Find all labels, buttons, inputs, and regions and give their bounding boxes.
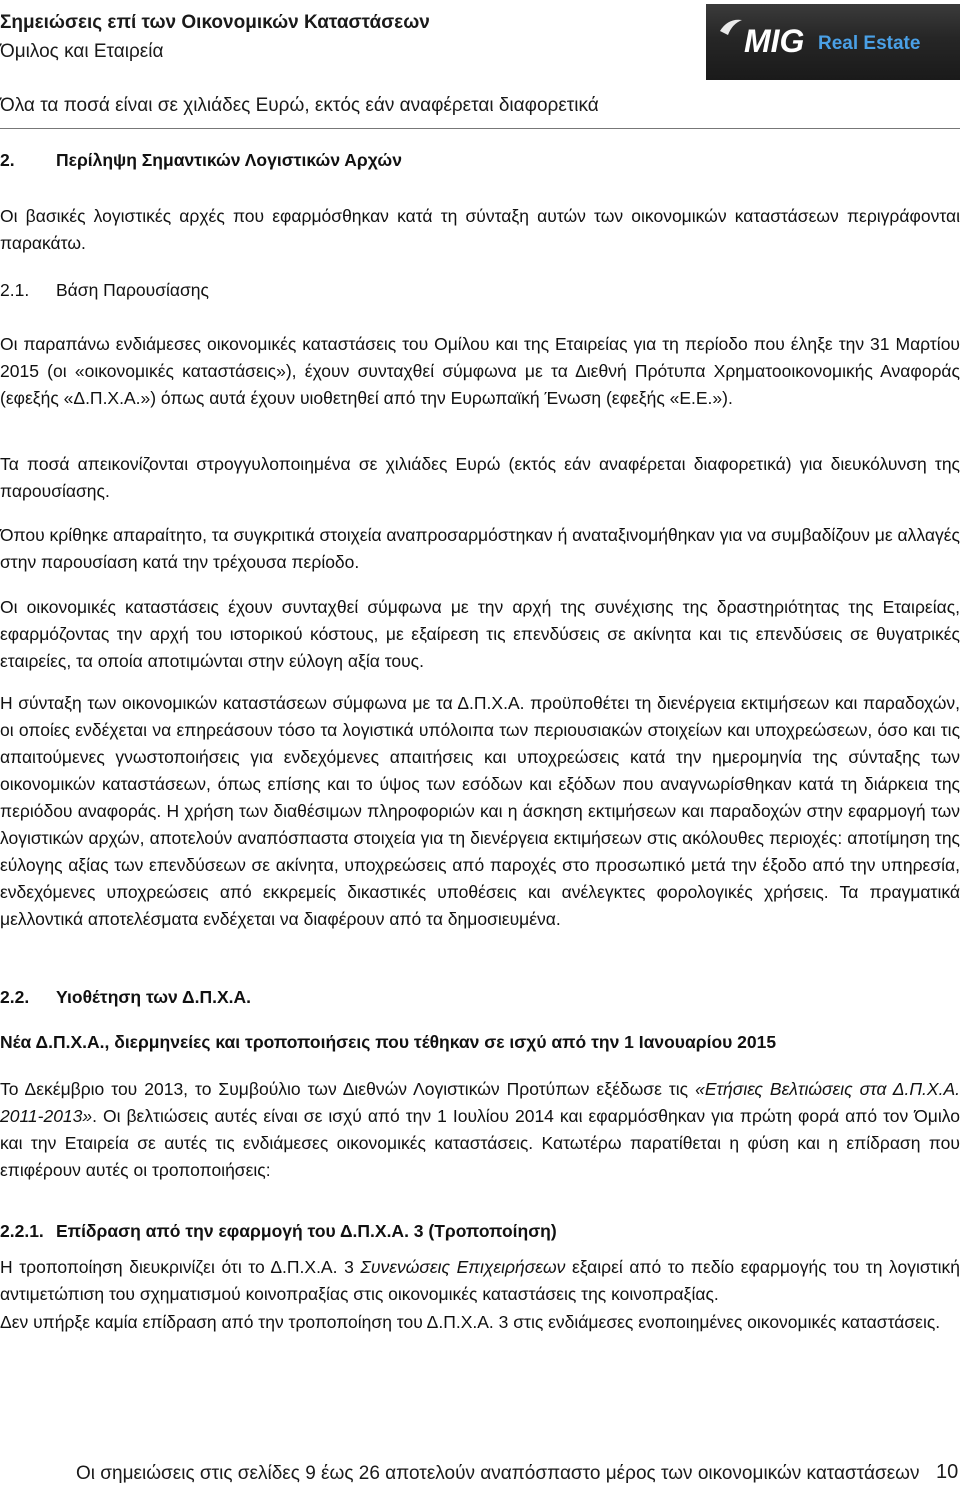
- new-ifrs-heading: Νέα Δ.Π.Χ.Α., διερμηνείες και τροποποιήσεις που τέθηκαν σε ισχύ από την 1 Ιανουαρίου 2015: [0, 1032, 777, 1052]
- currency-note: Όλα τα ποσά είναι σε χιλιάδες Ευρώ, εκτός εάν αναφέρεται διαφορετικά: [0, 95, 599, 116]
- section-number: 2.1.: [0, 280, 30, 300]
- improvements-paragraph: Το Δεκέμβριο του 2013, το Συμβούλιο των Διεθνών Λογιστικών Προτύπων εξέδωσε τις «Ετήσιες Βελτιώσεις στα Δ.Π.Χ.Α. 2011-2013». Οι βελτιώσεις αυτές είναι σε ισχύ από την 1 Ιουλίου 2014 και εφαρμόσθηκαν για πρώτη φορά από τον Όμιλο και την Εταιρεία σε αυτές τις ενδιάμεσες οικονομικές καταστάσεις. Κατωτέρω παρατίθεται η φύση και η επίδραση που επιφέρουν αυτές οι τροποποιήσεις:: [0, 1079, 960, 1180]
- basis-paragraph-1: Οι παραπάνω ενδιάμεσες οικονομικές καταστάσεις του Ομίλου και της Εταιρείας για τη περίοδο που έληξε την 31 Μαρτίου 2015 (οι «οικονομικές καταστάσεις»), έχουν συνταχθεί σύμφωνα με τα Διεθνή Πρότυπα Χρηματοοικονομικής Αναφοράς (εφεξής «Δ.Π.Χ.Α.») όπως αυτά έχουν υιοθετηθεί από την Ευρωπαϊκή Ένωση (εφεξής «Ε.Ε.»).: [0, 334, 960, 408]
- section-title: Υιοθέτηση των Δ.Π.Χ.Α.: [56, 987, 251, 1007]
- document-title: Σημειώσεις επί των Οικονομικών Καταστάσεων: [0, 12, 430, 33]
- section-2-1-heading: [0, 277, 960, 304]
- page-number: 10: [936, 1461, 959, 1483]
- logo-text-main: MIG: [744, 23, 805, 59]
- ifrs3-paragraph-1: Η τροποποίηση διευκρινίζει ότι το Δ.Π.Χ.Α. 3 Συνενώσεις Επιχειρήσεων εξαιρεί από το πεδίο εφαρμογής του τη λογιστική αντιμετώπιση του σχηματισμού κοινοπραξίας στις οικονομικές καταστάσεις της κοινοπραξίας.: [0, 1257, 960, 1304]
- section-2-heading: [0, 147, 960, 174]
- section-title: Επίδραση από την εφαρμογή του Δ.Π.Χ.Α. 3 (Τροποποίηση): [56, 1221, 557, 1241]
- header-divider: [0, 128, 960, 129]
- document-subtitle: Όμιλος και Εταιρεία: [0, 41, 164, 62]
- section-2-2-1-heading: [0, 1218, 960, 1245]
- basis-paragraph-4: Οι οικονομικές καταστάσεις έχουν συνταχθεί σύμφωνα με την αρχή της συνέχισης της δραστηριότητας της Εταιρείας, εφαρμόζοντας την αρχή του ιστορικού κόστους, με εξαίρεση τις επενδύσεις σε ακίνητα και τις επενδύσεις σε θυγατρικές εταιρείες, τα οποία αποτιμώνται στην εύλογη αξία τους.: [0, 597, 960, 671]
- section-title: Περίληψη Σημαντικών Λογιστικών Αρχών: [56, 150, 402, 170]
- page-header: [0, 0, 960, 135]
- company-logo: [706, 4, 960, 80]
- section-number: 2.: [0, 150, 15, 170]
- section-2-2-heading: [0, 984, 960, 1011]
- ifrs3-paragraph-2: Δεν υπήρξε καμία επίδραση από την τροποποίηση του Δ.Π.Χ.Α. 3 στις ενδιάμεσες ενοποιημένες οικονομικές καταστάσεις.: [0, 1312, 941, 1332]
- logo-text-sub: Real Estate: [818, 33, 921, 54]
- section-2-intro: Οι βασικές λογιστικές αρχές που εφαρμόσθηκαν κατά τη σύνταξη αυτών των οικονομικών καταστάσεων περιγράφονται παρακάτω.: [0, 206, 960, 253]
- section-number: 2.2.1.: [0, 1221, 44, 1241]
- section-title: Βάση Παρουσίασης: [56, 280, 209, 300]
- basis-paragraph-2: Τα ποσά απεικονίζονται στρογγυλοποιημένα σε χιλιάδες Ευρώ (εκτός εάν αναφέρεται διαφορετικά) για διευκόλυνση της παρουσίασης.: [0, 454, 960, 501]
- section-number: 2.2.: [0, 987, 30, 1007]
- basis-paragraph-5: Η σύνταξη των οικονομικών καταστάσεων σύμφωνα με τα Δ.Π.Χ.Α. προϋποθέτει τη διενέργεια εκτιμήσεων και παραδοχών, οι οποίες ενδέχεται να επηρεάσουν τόσο τα λογιστικά υπόλοιπα των περιουσιακών στοιχείων και υποχρεώσεων, όσο και τις απαιτούμενες γνωστοποιήσεις για ενδεχόμενες απαιτήσεις και υποχρεώσεις κατά την ημερομηνία της σύνταξης των οικονομικών καταστάσεων, όπως επίσης και το ύψος των εσόδων και εξόδων που αναγνωρίσθηκαν κατά τη διάρκεια της περιόδου αναφοράς. Η χρήση των διαθέσιμων πληροφοριών και η άσκηση εκτιμήσεων και παραδοχών στην εφαρμογή των λογιστικών αρχών, αποτελούν αναπόσπαστα στοιχεία για τη διενέργεια εκτιμήσεων στις ακόλουθες περιοχές: αποτίμηση της εύλογης αξίας των επενδύσεων σε ακίνητα, υποχρεώσεις από παροχές στο προσωπικό μετά την έξοδο από την υπηρεσία, ενδεχόμενες υποχρεώσεις από εκκρεμείς δικαστικές υποθέσεις και ανέλεγκτες φορολογικές χρήσεις. Τα πραγματικά μελλοντικά αποτελέσματα ενδέχεται να διαφέρουν από τα δημοσιευμένα.: [0, 693, 960, 929]
- basis-paragraph-3: Όπου κρίθηκε απαραίτητο, τα συγκριτικά στοιχεία αναπροσαρμόστηκαν ή αναταξινομήθηκαν για να συμβαδίζουν με αλλαγές στην παρουσίαση κατά την τρέχουσα περίοδο.: [0, 525, 960, 572]
- footer-note: Οι σημειώσεις στις σελίδες 9 έως 26 αποτελούν αναπόσπαστο μέρος των οικονομικών καταστάσεων: [76, 1463, 920, 1484]
